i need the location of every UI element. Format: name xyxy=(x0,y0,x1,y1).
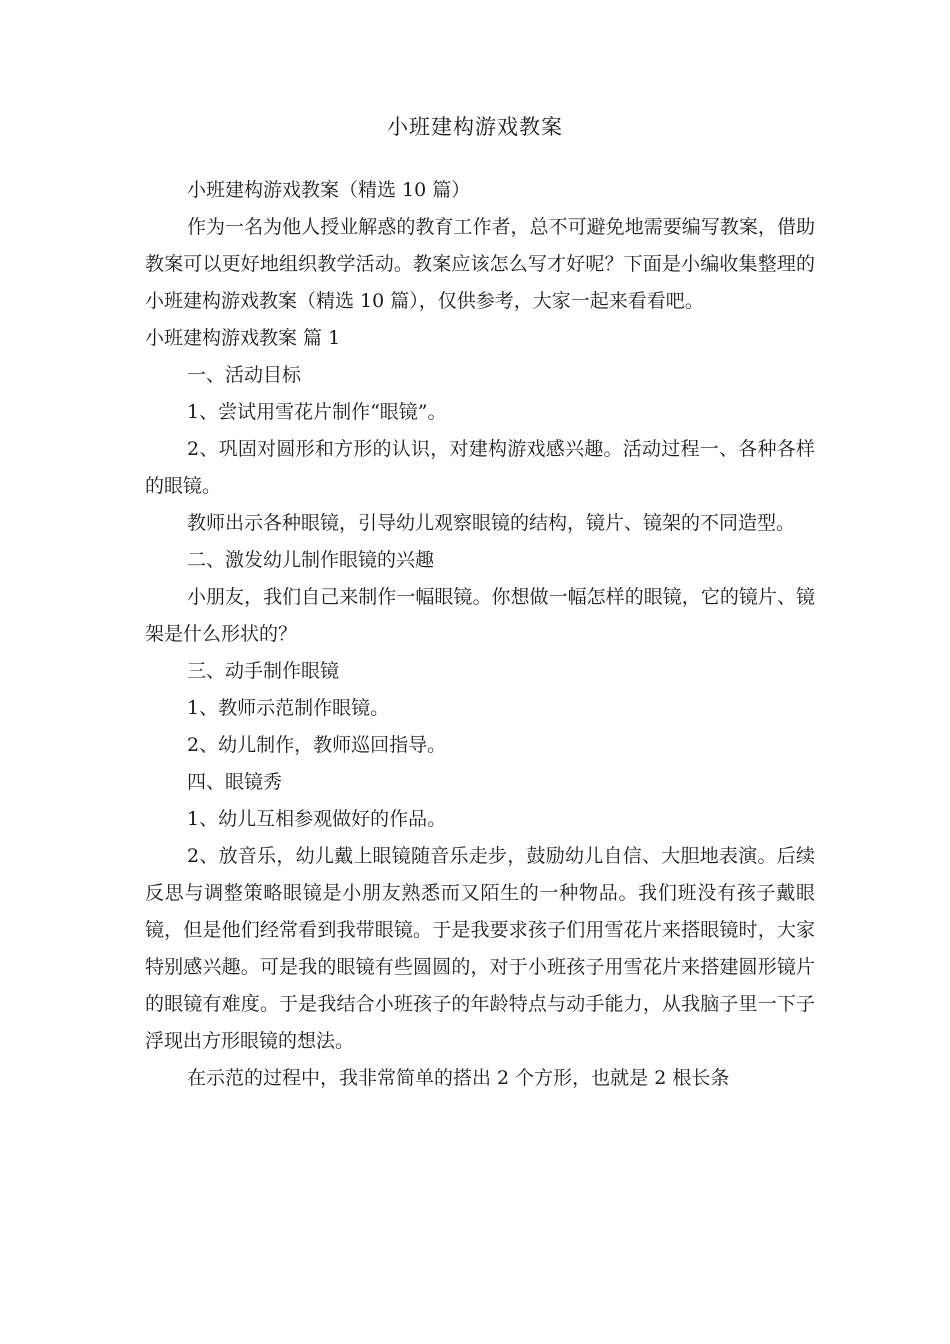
paragraph: 一、活动目标 xyxy=(187,364,302,386)
paragraph: 1、尝试用雪花片制作“眼镜”。 xyxy=(187,401,447,423)
paragraph: 2、幼儿制作，教师巡回指导。 xyxy=(187,734,447,756)
paragraph: 1、教师示范制作眼镜。 xyxy=(187,697,390,719)
paragraph: 二、激发幼儿制作眼镜的兴趣 xyxy=(187,549,435,571)
paragraph: 在示范的过程中，我非常简单的搭出 2 个方形，也就是 2 根长条 xyxy=(187,1067,730,1089)
paragraph: 2、放音乐，幼儿戴上眼镜随音乐走步，鼓励幼儿自信、大胆地表演。后续反思与调整策略眼镜是小朋友熟悉而又陌生的一种物品。我们班没有孩子戴眼镜，但是他们经常看到我带眼镜。于是我要求孩子们用雪花片来搭眼镜时，大家特别感兴趣。可是我的眼镜有些圆圆的，对于小班孩子用雪花片来搭建圆形镜片的眼镜有难度。于是我结合小班孩子的年龄特点与动手能力，从我脑子里一下子浮现出方形眼镜的想法。 xyxy=(145,845,815,1052)
paragraph-subtitle: 小班建构游戏教案（精选 10 篇） xyxy=(187,179,471,201)
document-body xyxy=(145,172,815,1097)
paragraph: 三、动手制作眼镜 xyxy=(187,660,340,682)
document-title: 小班建构游戏教案 xyxy=(387,115,563,139)
section-heading: 小班建构游戏教案 篇 1 xyxy=(145,327,341,349)
paragraph-intro: 作为一名为他人授业解惑的教育工作者，总不可避免地需要编写教案，借助教案可以更好地组织教学活动。教案应该怎么写才好呢？下面是小编收集整理的小班建构游戏教案（精选 10 篇），仅供参考，大家一起来看看吧。 xyxy=(145,216,815,312)
paragraph: 1、幼儿互相参观做好的作品。 xyxy=(187,808,447,830)
paragraph: 2、巩固对圆形和方形的认识，对建构游戏感兴趣。活动过程一、各种各样的眼镜。 xyxy=(145,438,815,497)
paragraph: 四、眼镜秀 xyxy=(187,771,283,793)
paragraph: 小朋友，我们自己来制作一幅眼镜。你想做一幅怎样的眼镜，它的镜片、镜架是什么形状的？ xyxy=(145,586,815,645)
paragraph: 教师出示各种眼镜，引导幼儿观察眼镜的结构，镜片、镜架的不同造型。 xyxy=(187,512,796,534)
